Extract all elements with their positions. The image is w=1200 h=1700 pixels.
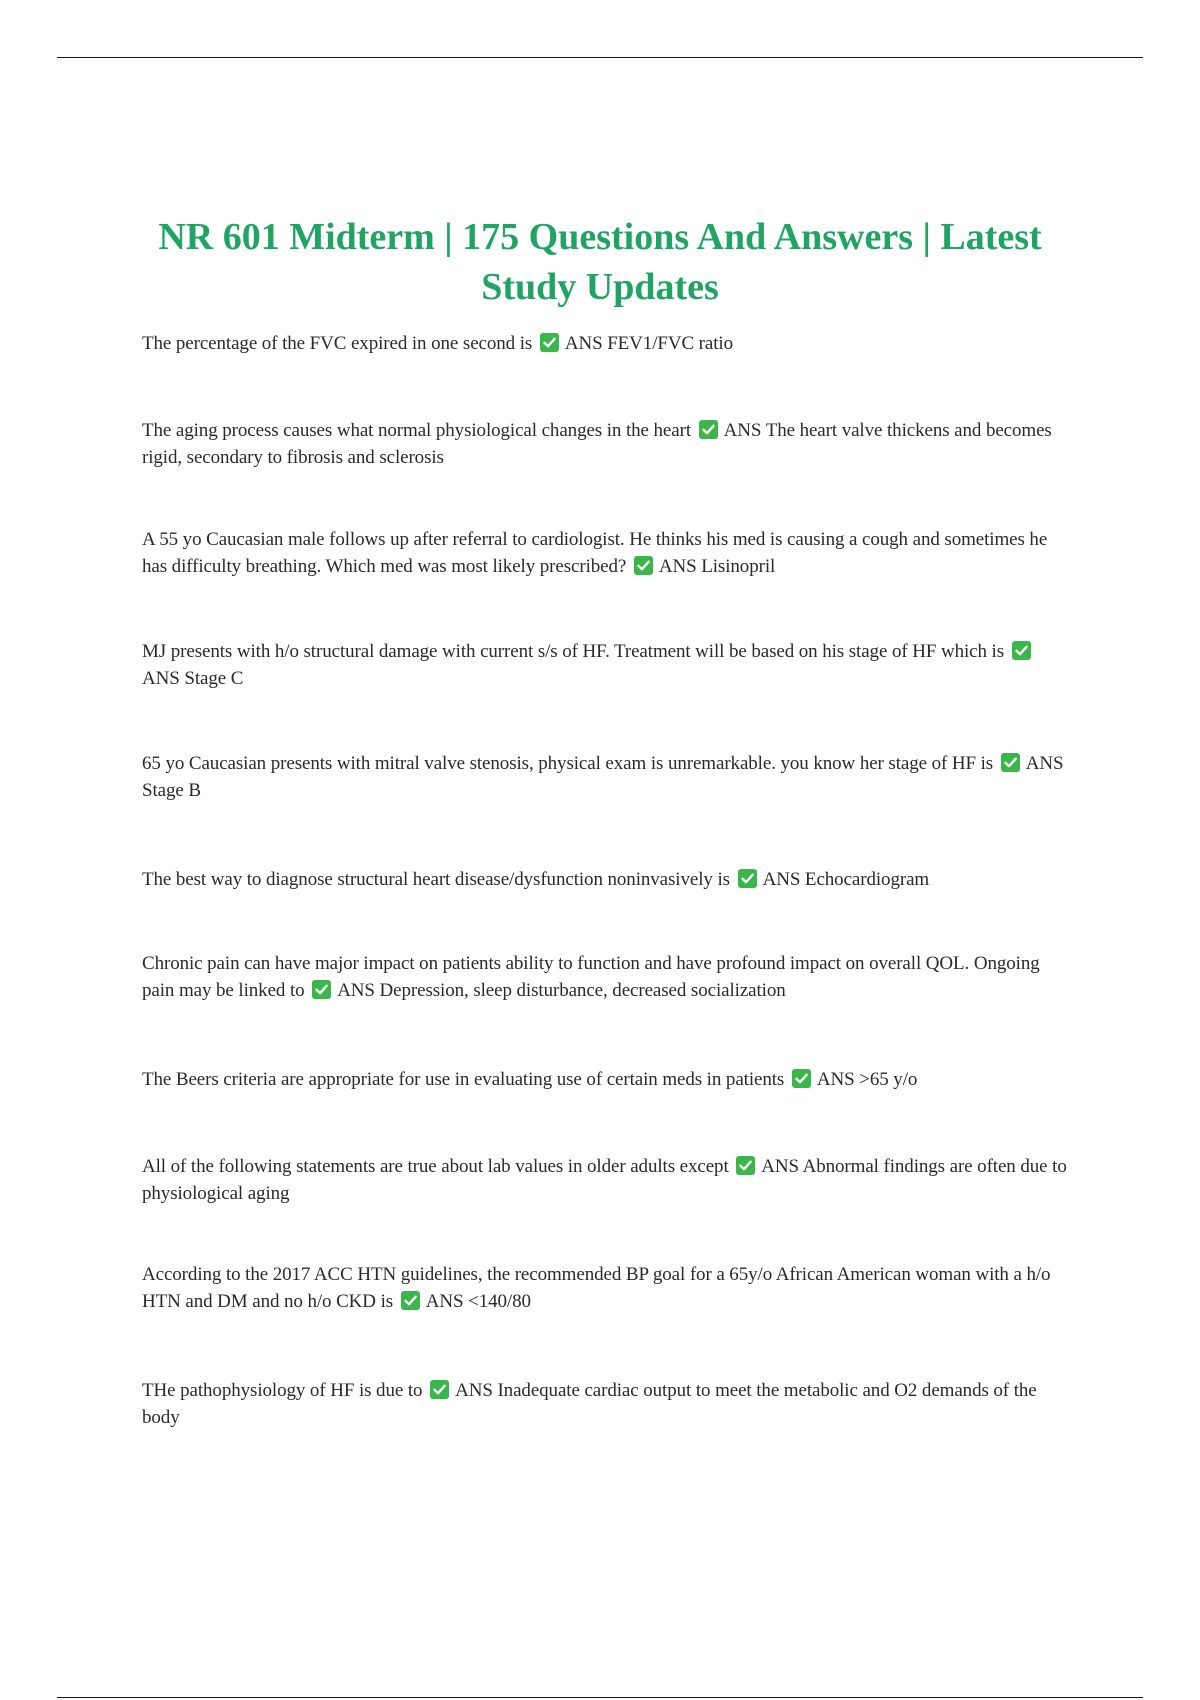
top-divider <box>57 57 1143 58</box>
question-text: The best way to diagnose structural heart disease/dysfunction noninvasively is <box>142 869 730 890</box>
question-text: According to the 2017 ACC HTN guidelines, the recommended BP goal for a 65y/o African American woman with a h/o HTN and DM and no h/o CKD is <box>142 1264 1051 1312</box>
check-mark-icon <box>1012 641 1031 660</box>
answer-text: ANS Echocardiogram <box>762 869 930 890</box>
check-mark-icon <box>792 1069 811 1088</box>
qa-item-7 <box>142 950 1067 1004</box>
answer-text: ANS Inadequate cardiac output to meet the metabolic and O2 demands of the body <box>142 1380 1037 1428</box>
question-text: The Beers criteria are appropriate for use in evaluating use of certain meds in patients <box>142 1069 785 1090</box>
question-text: 65 yo Caucasian presents with mitral valve stenosis, physical exam is unremarkable. you know her stage of HF is <box>142 753 994 774</box>
check-mark-icon <box>738 869 757 888</box>
qa-item-5 <box>142 750 1067 804</box>
qa-item-11 <box>142 1377 1067 1431</box>
question-text: THe pathophysiology of HF is due to <box>142 1380 423 1401</box>
answer-text: ANS Stage C <box>142 668 244 689</box>
answer-text: ANS <140/80 <box>425 1291 531 1312</box>
check-mark-icon <box>430 1380 449 1399</box>
question-text: The aging process causes what normal physiological changes in the heart <box>142 420 692 441</box>
check-mark-icon <box>736 1156 755 1175</box>
qa-item-2 <box>142 417 1067 471</box>
qa-item-9 <box>142 1153 1067 1207</box>
answer-text: ANS Depression, sleep disturbance, decreased socialization <box>337 980 786 1001</box>
check-mark-icon <box>540 333 559 352</box>
check-mark-icon <box>699 420 718 439</box>
answer-text: ANS Lisinopril <box>658 556 776 577</box>
answer-text: ANS FEV1/FVC ratio <box>564 333 734 354</box>
answer-text: ANS Stage B <box>142 753 1064 801</box>
answer-text: ANS Abnormal findings are often due to physiological aging <box>142 1156 1067 1204</box>
qa-item-10 <box>142 1261 1067 1315</box>
qa-item-4 <box>142 638 1067 692</box>
check-mark-icon <box>312 980 331 999</box>
question-text: Chronic pain can have major impact on patients ability to function and have profound impact on overall QOL. Ongoing pain may be linked to <box>142 953 1040 1001</box>
question-text: All of the following statements are true about lab values in older adults except <box>142 1156 729 1177</box>
check-mark-icon <box>634 556 653 575</box>
question-text: The percentage of the FVC expired in one second is <box>142 333 533 354</box>
question-text: A 55 yo Caucasian male follows up after referral to cardiologist. He thinks his med is causing a cough and sometimes he has difficulty breathing. Which med was most likely prescribed? <box>142 529 1048 577</box>
check-mark-icon <box>1001 753 1020 772</box>
qa-item-1 <box>142 330 1067 357</box>
check-mark-icon <box>401 1291 420 1310</box>
bottom-divider <box>57 1697 1143 1698</box>
answer-text: ANS The heart valve thickens and becomes rigid, secondary to fibrosis and sclerosis <box>142 420 1052 468</box>
question-text: MJ presents with h/o structural damage with current s/s of HF. Treatment will be based on his stage of HF which is <box>142 641 1005 662</box>
qa-item-3 <box>142 526 1067 580</box>
answer-text: ANS >65 y/o <box>816 1069 918 1090</box>
qa-item-6 <box>142 866 1067 893</box>
document-title: NR 601 Midterm | 175 Questions And Answers | Latest Study Updates <box>158 216 1042 308</box>
qa-item-8 <box>142 1066 1067 1093</box>
